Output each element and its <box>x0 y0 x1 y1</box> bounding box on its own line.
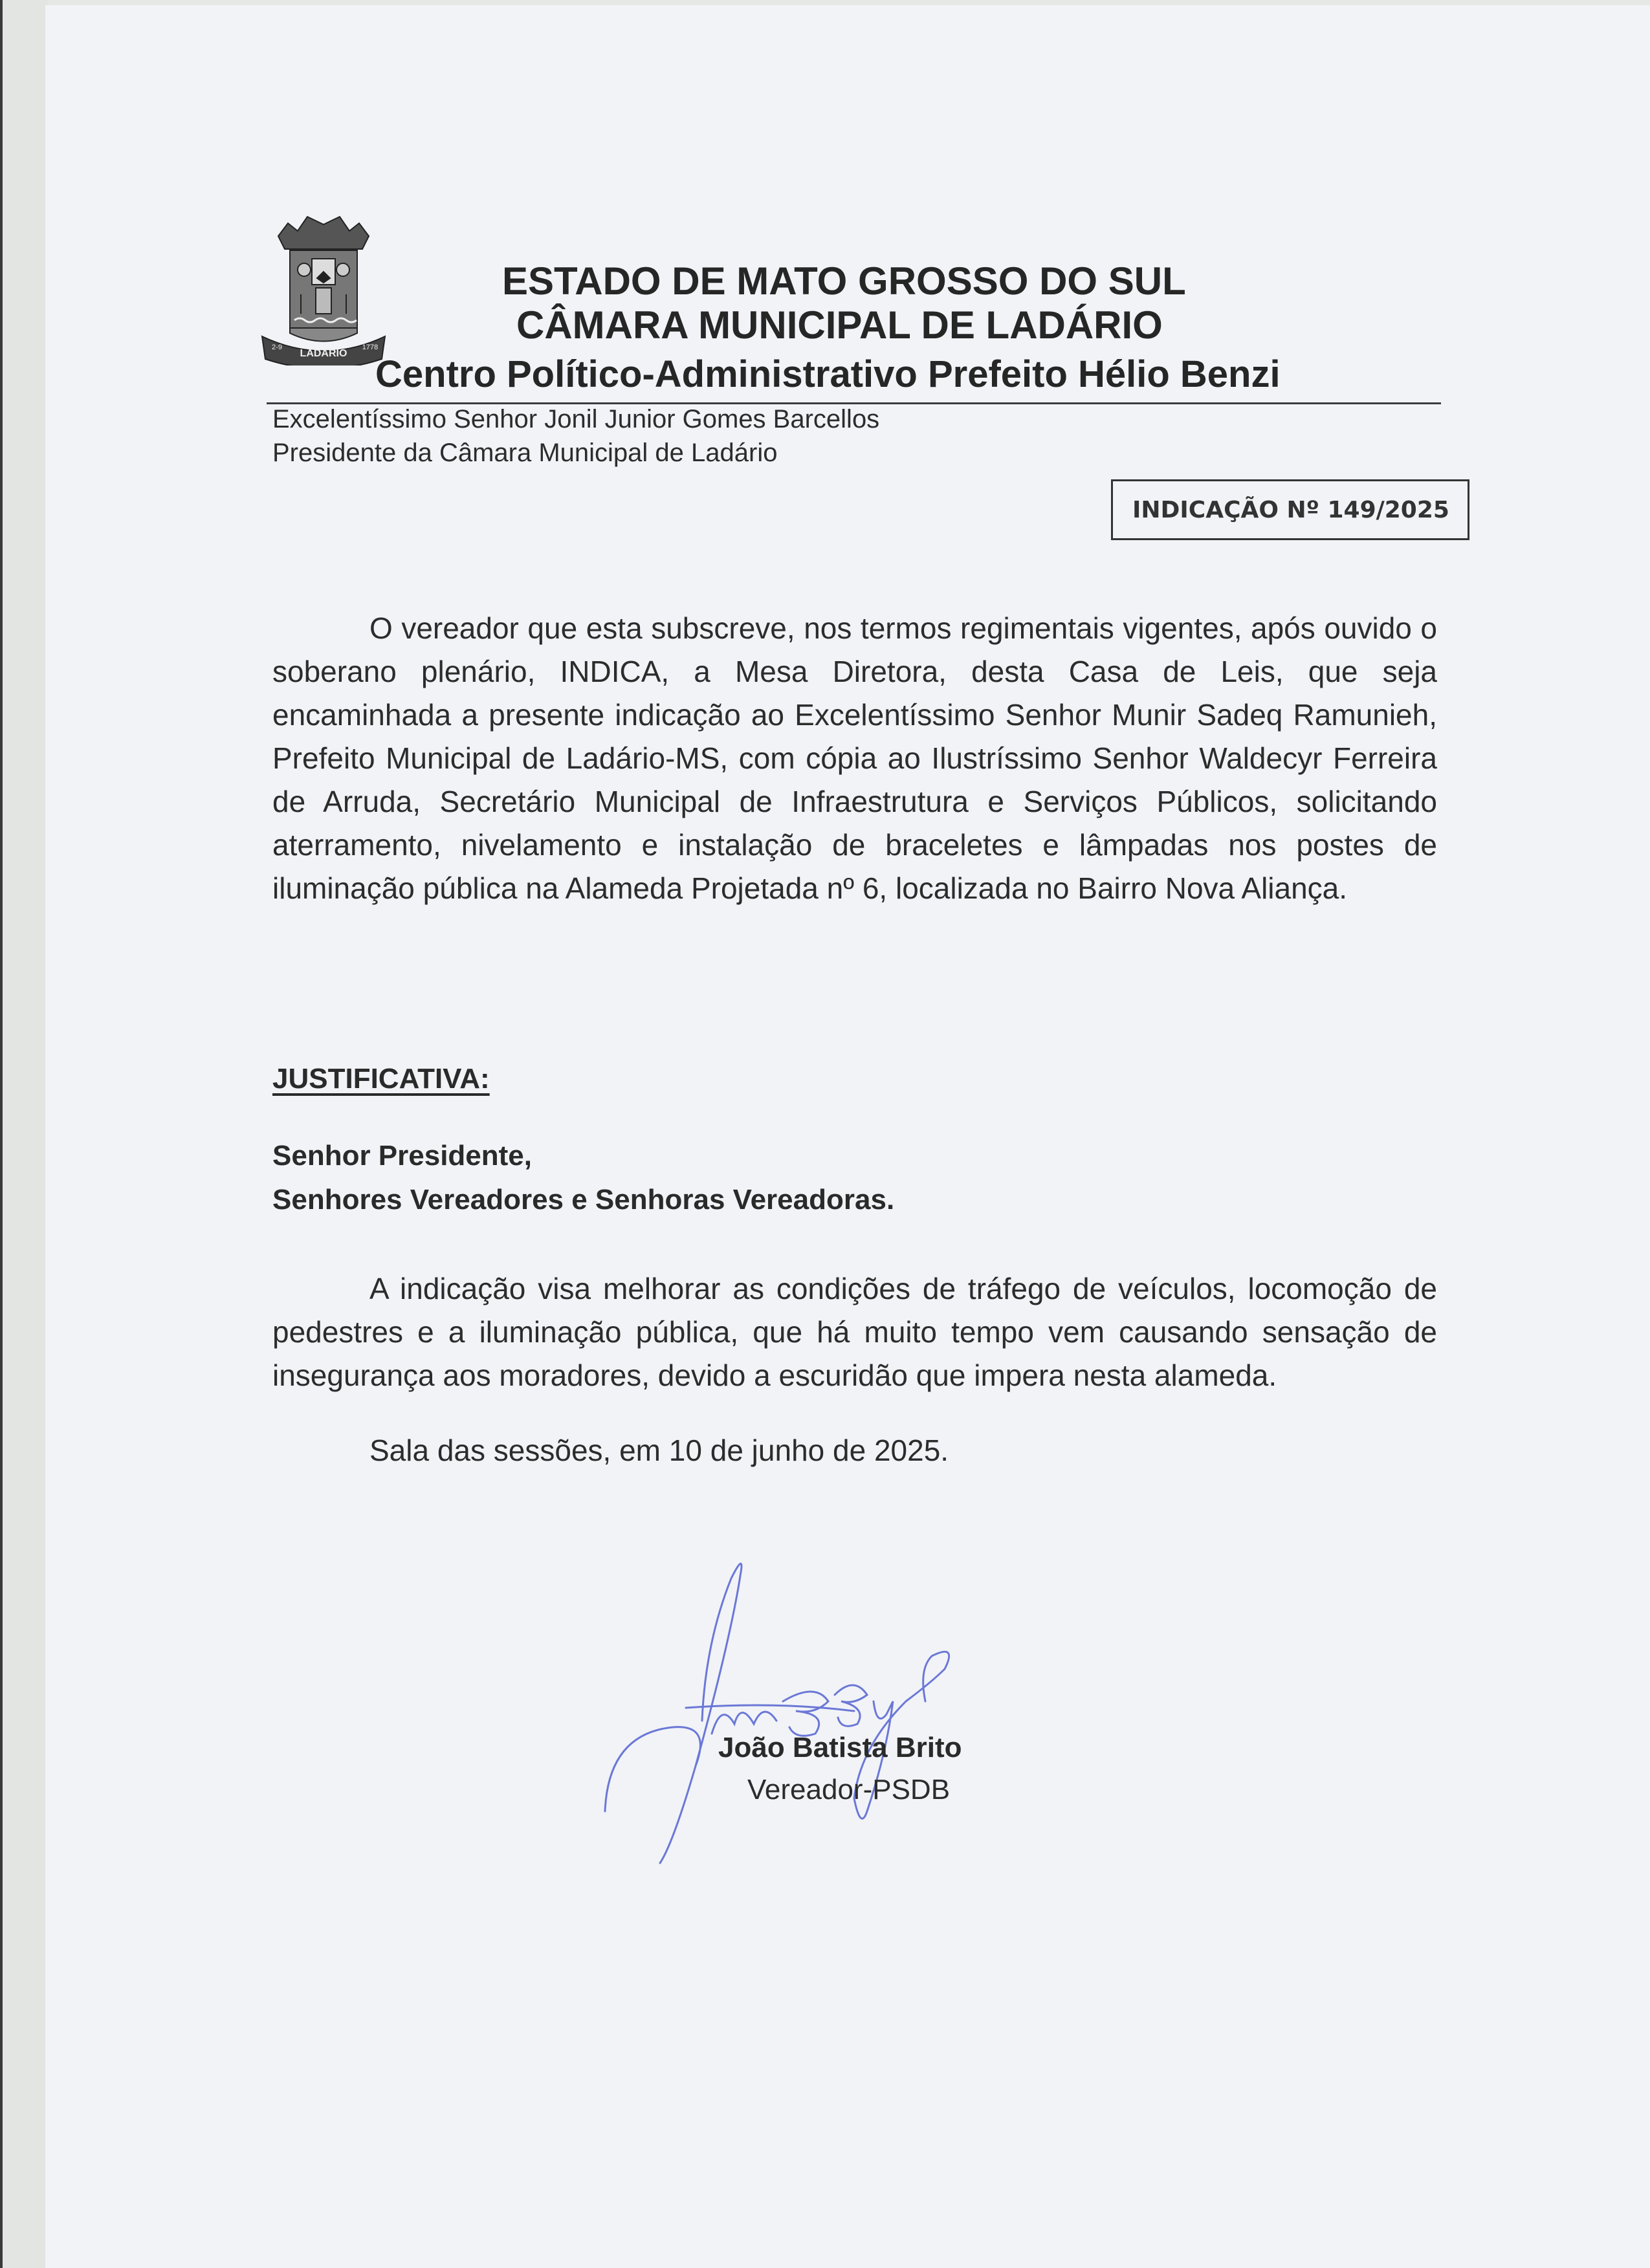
body-paragraph-justification: A indicação visa melhorar as condições de tráfego de veículos, locomoção de pedestres e a iluminação pública, que há muito tempo vem causando sensação de insegurança aos moradores, devido a escuridão que impera nesta alameda. <box>272 1272 1437 1392</box>
addressee-name: Excelentíssimo Senhor Jonil Junior Gomes Barcellos <box>272 405 880 433</box>
greeting-councilors: Senhores Vereadores e Senhoras Vereadoras. <box>272 1184 895 1216</box>
crest-label: LADÁRIO <box>300 348 347 359</box>
header-state: ESTADO DE MATO GROSSO DO SUL <box>502 259 1186 303</box>
header-center: Centro Político-Administrativo Prefeito Hélio Benzi <box>375 353 1281 395</box>
crest-right-label: 1778 <box>362 343 379 351</box>
greeting-president: Senhor Presidente, <box>272 1140 533 1172</box>
handwritten-signature <box>582 1540 1100 1876</box>
header-divider <box>267 402 1441 404</box>
header-chamber: CÂMARA MUNICIPAL DE LADÁRIO <box>516 303 1163 347</box>
signer-role: Vereador-PSDB <box>747 1774 951 1805</box>
crest-left-label: 2-9 <box>272 343 282 351</box>
closing-date: Sala das sessões, em 10 de junho de 2025. <box>369 1434 949 1467</box>
justificativa-heading: JUSTIFICATIVA: <box>272 1063 490 1095</box>
signer-name: João Batista Brito <box>718 1732 962 1763</box>
body-paragraph-request: O vereador que esta subscreve, nos termos regimentais vigentes, após ouvido o soberano plenário, INDICA, a Mesa Diretora, desta Casa de Leis, que seja encaminhada a presente indicação ao Excelentíssimo Senhor Munir Sadeq Ramunieh, Prefeito Municipal de Ladário-MS, com cópia ao Ilustríssimo Senhor Waldecyr Ferreira de Arruda, Secretário Municipal de Infraestrutura e Serviços Públicos, solicitando aterramento, nivelamento e instalação de braceletes e lâmpadas nos postes de iluminação pública na Alameda Projetada nº 6, localizada no Bairro Nova Aliança. <box>272 611 1437 905</box>
addressee-title: Presidente da Câmara Municipal de Ladário <box>272 439 778 467</box>
indicacao-number-box <box>1111 479 1469 540</box>
indicacao-number: INDICAÇÃO Nº 149/2025 <box>1132 496 1449 523</box>
scan-border <box>0 0 48 2268</box>
